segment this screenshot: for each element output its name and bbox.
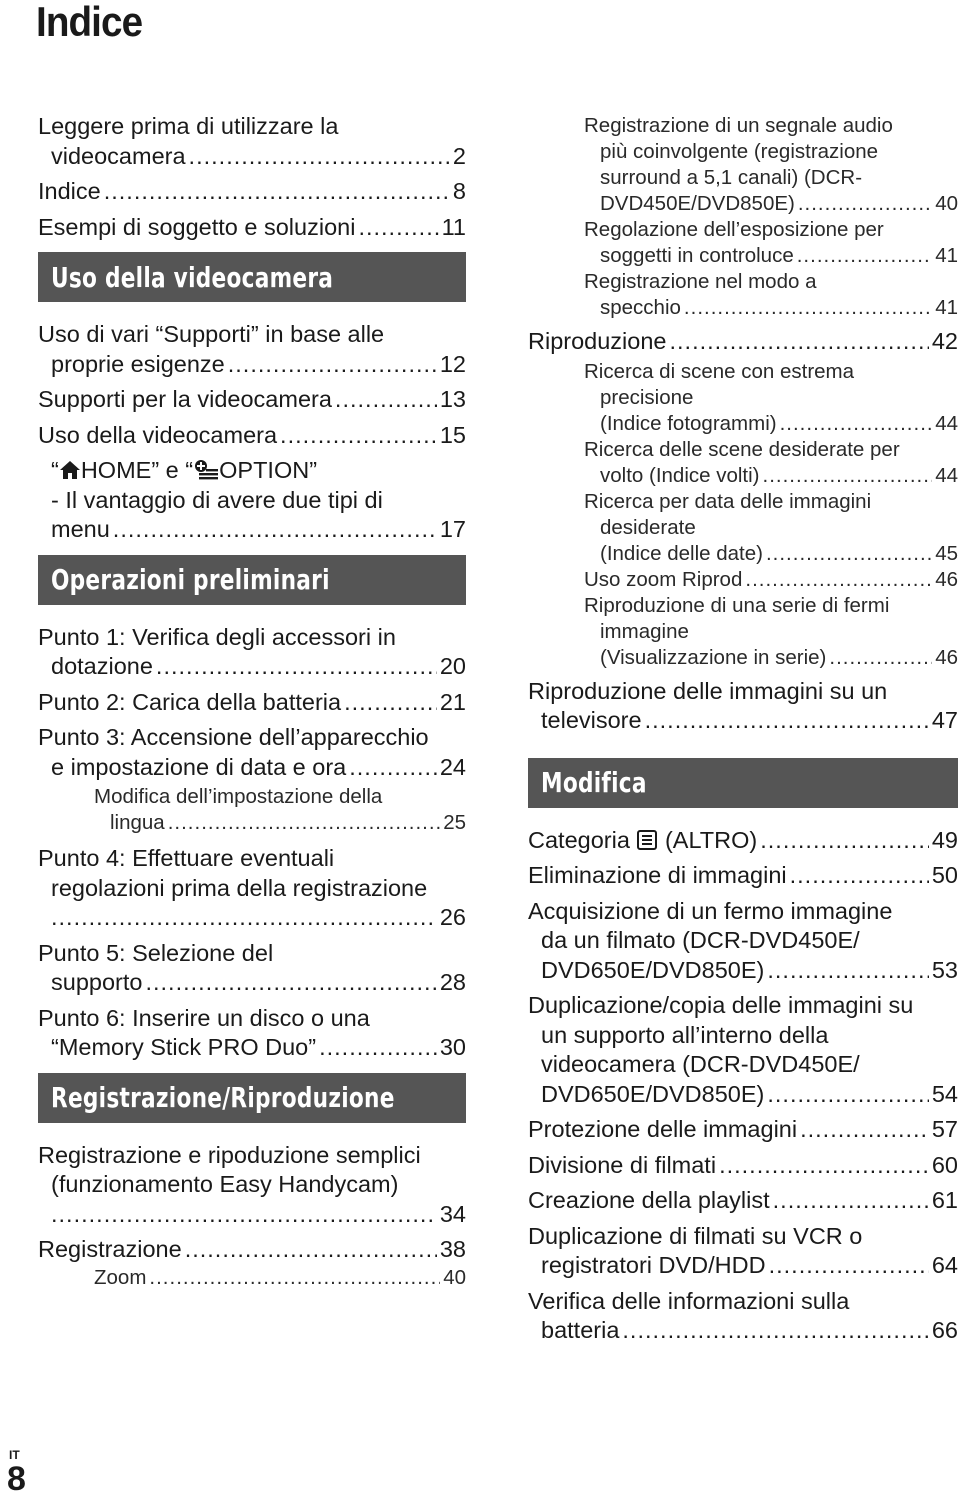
toc-page-number: 2 <box>452 142 466 169</box>
toc-entry-text: Acquisizione di un fermo immagine <box>528 897 893 924</box>
toc-page-number: 47 <box>931 707 958 733</box>
home-icon <box>59 459 81 481</box>
toc-entry-categoria[interactable]: Categoria (ALTRO) ..... 49 <box>528 826 958 856</box>
toc-entry-text: menu <box>51 516 110 542</box>
toc-entry[interactable] <box>38 177 466 207</box>
toc-entry[interactable] <box>528 991 958 1109</box>
toc-entry[interactable] <box>528 1151 958 1181</box>
toc-entry-text: Duplicazione/copia delle immagini su <box>528 992 914 1018</box>
toc-page-number: 26 <box>439 904 466 930</box>
toc-page-number: 42 <box>931 328 958 354</box>
toc-entry-text: specchio <box>600 296 681 319</box>
toc-entry-text: da un filmato (DCR-DVD450E/ <box>541 927 860 953</box>
toc-entry-text: Divisione di filmati <box>528 1151 717 1178</box>
toc-entry[interactable] <box>38 1004 466 1063</box>
toc-entry[interactable] <box>528 327 958 357</box>
toc-entry-text: volto (Indice volti) <box>600 463 760 487</box>
toc-page-number: 8 <box>452 178 466 204</box>
toc-entry-text: Supporti per la videocamera <box>38 386 332 412</box>
toc-entry-text: Registrazione di un segnale audio <box>584 114 893 137</box>
toc-entry[interactable] <box>528 1115 958 1145</box>
toc-entry[interactable] <box>38 213 466 243</box>
toc-entry-home-option[interactable]: “ HOME” e “ OPTION” - Il vantaggio di avere due tipi di menu ..... 17 <box>38 456 466 545</box>
toc-page-number: 46 <box>935 645 958 669</box>
toc-page-number: 41 <box>935 296 958 319</box>
toc-entry-text: immagine <box>600 619 689 643</box>
toc-entry-text: Registrazione <box>38 1236 182 1262</box>
toc-entry-text: (Indice fotogrammi) <box>600 411 777 435</box>
toc-page-number: 17 <box>439 516 466 542</box>
toc-page-number: 15 <box>439 421 466 448</box>
toc-entry[interactable] <box>528 1222 958 1281</box>
toc-page-number: 54 <box>931 1080 958 1107</box>
toc-entry-text: Registrazione nel modo a <box>584 270 817 293</box>
language-label: IT <box>9 1448 20 1462</box>
toc-entry-text: “Memory Stick PRO Duo” <box>51 1034 317 1060</box>
toc-entry[interactable] <box>38 421 466 451</box>
toc-entry-text: Eliminazione di immagini <box>528 862 787 888</box>
toc-entry-text: DVD650E/DVD850E) <box>541 956 765 983</box>
toc-entry-text: precisione <box>600 385 694 409</box>
toc-entry-text: Uso zoom Riprod <box>584 567 743 591</box>
toc-entry-text: Verifica delle informazioni sulla <box>528 1287 850 1314</box>
toc-entry-text: Ricerca delle scene desiderate per <box>584 437 900 461</box>
toc-entry[interactable] <box>528 861 958 891</box>
toc-page-number: 40 <box>935 192 958 215</box>
toc-page-number: 57 <box>931 1116 958 1142</box>
toc-entry-text: un supporto all’interno della <box>541 1021 829 1048</box>
toc-entry[interactable] <box>38 939 466 998</box>
toc-entry-text: Creazione della playlist <box>528 1187 770 1213</box>
toc-entry-text: desiderate <box>600 515 696 539</box>
toc-entry-text: videocamera (DCR-DVD450E/ <box>541 1051 860 1077</box>
toc-page-number: 44 <box>935 463 958 487</box>
toc-page-number: 50 <box>931 862 958 888</box>
toc-left-column <box>38 112 466 1291</box>
toc-subentry[interactable] <box>528 437 958 489</box>
toc-subentry[interactable] <box>38 784 466 836</box>
page-title: Indice <box>36 0 143 45</box>
toc-entry-text: Protezione delle immagini <box>528 1116 798 1142</box>
toc-page-number: 24 <box>439 753 466 780</box>
toc-subentry[interactable] <box>528 489 958 567</box>
toc-subentry[interactable] <box>38 1265 466 1291</box>
toc-entry-text: Regolazione dell’esposizione per <box>584 218 884 241</box>
page-number: 8 <box>7 1460 26 1498</box>
toc-right-column <box>528 113 958 1352</box>
toc-entry-text: Riproduzione delle immagini su un <box>528 677 888 704</box>
toc-entry[interactable] <box>38 688 466 718</box>
toc-entry-text: Duplicazione di filmati su VCR o <box>528 1222 863 1249</box>
option-icon <box>193 459 219 481</box>
toc-page-number: 44 <box>935 411 958 435</box>
toc-page-number: 34 <box>439 1200 466 1227</box>
toc-entry-text: supporto <box>51 969 143 995</box>
toc-entry-text: (Visualizzazione in serie) <box>600 645 827 669</box>
toc-page-number: 38 <box>439 1236 466 1262</box>
toc-entry[interactable] <box>38 723 466 782</box>
toc-entry-text: (funzionamento Easy Handycam) <box>51 1171 399 1197</box>
toc-page-number: 53 <box>931 956 958 983</box>
toc-entry-text: più coinvolgente (registrazione <box>600 140 879 163</box>
toc-entry[interactable] <box>38 1235 466 1265</box>
toc-page-number: 11 <box>441 213 466 240</box>
toc-page-number: 46 <box>935 567 958 591</box>
toc-entry-text: Punto 6: Inserire un disco o una <box>38 1004 370 1031</box>
toc-entry-text: Indice <box>38 178 101 204</box>
toc-page-number: 66 <box>931 1317 958 1343</box>
toc-subentry[interactable] <box>528 359 958 437</box>
category-other-icon <box>636 829 658 851</box>
toc-entry[interactable] <box>528 1287 958 1346</box>
toc-entry-text: regolazioni prima della registrazione <box>51 874 428 901</box>
toc-entry-text: Ricerca di scene con estrema <box>584 359 855 383</box>
toc-page-number: 12 <box>439 350 466 377</box>
toc-page-number: 40 <box>443 1265 466 1289</box>
toc-page-number: 60 <box>931 1151 958 1178</box>
toc-entry-text: Punto 1: Verifica degli accessori in <box>38 623 396 650</box>
toc-entry-text: lingua <box>110 811 165 834</box>
toc-entry-text: batteria <box>541 1317 620 1343</box>
toc-entry-text: e impostazione di data e ora <box>51 753 347 780</box>
toc-entry-text: Punto 3: Accensione dell’apparecchio <box>38 724 429 750</box>
toc-page-number: 21 <box>439 688 466 715</box>
toc-entry-text: videocamera <box>51 142 186 169</box>
toc-page-number: 49 <box>931 826 958 853</box>
toc-entry-text: Riproduzione di una serie di fermi <box>584 593 890 617</box>
toc-entry-text: (Indice delle date) <box>600 541 763 565</box>
toc-entry-text: DVD650E/DVD850E) <box>541 1080 765 1107</box>
toc-entry-text: Punto 5: Selezione del <box>38 939 274 966</box>
toc-entry-text: Modifica dell’impostazione della <box>94 785 383 808</box>
toc-page-number: 61 <box>931 1187 958 1213</box>
toc-page-number: 20 <box>439 653 466 679</box>
toc-entry-text: Uso di vari “Supporti” in base alle <box>38 321 385 347</box>
toc-subentry[interactable] <box>528 567 958 593</box>
toc-entry[interactable] <box>38 320 466 379</box>
toc-subentry[interactable] <box>528 593 958 671</box>
toc-page-number: 30 <box>439 1034 466 1060</box>
toc-entry-text: dotazione <box>51 653 153 679</box>
toc-entry-text: proprie esigenze <box>51 350 225 377</box>
toc-entry-text: registratori DVD/HDD <box>541 1252 766 1278</box>
toc-entry[interactable] <box>528 1186 958 1216</box>
toc-entry-text: soggetti in controluce <box>600 244 794 267</box>
toc-entry-text: Zoom <box>94 1265 147 1289</box>
section-header-uso: Uso della videocamera <box>38 252 466 302</box>
toc-page-number: 45 <box>935 541 958 565</box>
toc-entry-text: Esempi di soggetto e soluzioni <box>38 213 356 240</box>
toc-entry-text: Registrazione e ripoduzione semplici <box>38 1141 421 1168</box>
toc-entry-text: Ricerca per data delle immagini <box>584 489 872 513</box>
toc-entry[interactable] <box>38 1141 466 1230</box>
toc-entry[interactable] <box>528 897 958 986</box>
toc-entry[interactable] <box>528 677 958 736</box>
toc-entry[interactable] <box>38 844 466 933</box>
toc-page-number: 41 <box>935 244 958 267</box>
toc-page-number: 28 <box>439 969 466 995</box>
toc-entry[interactable] <box>38 385 466 415</box>
toc-entry-text: Punto 2: Carica della batteria <box>38 688 342 715</box>
toc-entry[interactable] <box>38 112 466 171</box>
toc-entry-text: DVD450E/DVD850E) <box>600 192 795 215</box>
toc-entry-text: televisore <box>541 707 642 733</box>
toc-entry-text: surround a 5,1 canali) (DCR- <box>600 166 863 189</box>
toc-page-number: 25 <box>443 811 466 834</box>
section-header-registrazione: Registrazione/Riproduzione <box>38 1073 466 1123</box>
toc-entry-text: Uso della videocamera <box>38 421 278 448</box>
toc-page-number: 64 <box>931 1252 958 1278</box>
toc-subentry[interactable] <box>528 269 958 321</box>
section-header-operazioni: Operazioni preliminari <box>38 555 466 605</box>
toc-page-number: 13 <box>439 386 466 412</box>
toc-entry-text: Punto 4: Effettuare eventuali <box>38 845 335 871</box>
section-header-modifica: Modifica <box>528 758 958 808</box>
toc-subentry[interactable] <box>528 113 958 217</box>
toc-entry-text: Leggere prima di utilizzare la <box>38 113 339 139</box>
toc-subentry[interactable] <box>528 217 958 269</box>
toc-entry-text: Riproduzione <box>528 328 667 354</box>
toc-entry-text: - Il vantaggio di avere due tipi di <box>51 486 383 513</box>
toc-entry[interactable] <box>38 623 466 682</box>
